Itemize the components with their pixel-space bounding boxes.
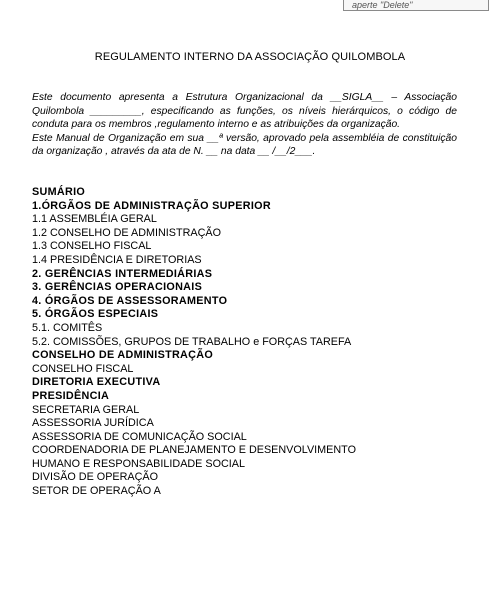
toc-item: 5.1. COMITÊS xyxy=(32,321,103,334)
toc-item: SETOR DE OPERAÇÃO A xyxy=(32,485,161,498)
toc-item: SUMÁRIO xyxy=(32,186,86,198)
toc-item: COORDENADORIA DE PLANEJAMENTO E DESENVOLVIMENTO xyxy=(32,444,356,457)
delete-hint-box: aperte "Delete" xyxy=(343,0,489,11)
toc-item: 1.3 CONSELHO FISCAL xyxy=(32,240,152,253)
toc-item: 1.4 PRESIDÊNCIA E DIRETORIAS xyxy=(32,253,202,266)
intro-text xyxy=(32,91,457,159)
intro-paragraph-1: Este documento apresenta a Estrutura Organizacional da __SIGLA__ – Associação Quilombola _________, especificando as funções, os níveis hierárquicos, o código de conduta para os membros ,regulamento interno e as atribuições da organização. xyxy=(32,92,457,130)
toc-item: 1.ÓRGÃOS DE ADMINISTRAÇÃO SUPERIOR xyxy=(32,199,271,212)
toc-item: ASSESSORIA JURÍDICA xyxy=(32,417,154,430)
toc-item: 5. ÓRGÃOS ESPECIAIS xyxy=(32,308,159,321)
toc-item: 2. GERÊNCIAS INTERMEDIÁRIAS xyxy=(32,267,213,280)
toc-item: 4. ÓRGÃOS DE ASSESSORAMENTO xyxy=(32,294,228,307)
toc-item: HUMANO E RESPONSABILIDADE SOCIAL xyxy=(32,457,245,470)
toc-item: 1.1 ASSEMBLÉIA GERAL xyxy=(32,213,157,226)
toc-item: PRESIDÊNCIA xyxy=(32,389,110,402)
toc-item: DIVISÃO DE OPERAÇÃO xyxy=(32,471,158,484)
toc-item: CONSELHO FISCAL xyxy=(32,362,134,375)
toc-item: ASSESSORIA DE COMUNICAÇÃO SOCIAL xyxy=(32,430,247,443)
document-title: REGULAMENTO INTERNO DA ASSOCIAÇÃO QUILOMBOLA xyxy=(94,51,406,63)
toc-item: SECRETARIA GERAL xyxy=(32,403,140,416)
table-of-contents xyxy=(32,186,472,499)
toc-item: DIRETORIA EXECUTIVA xyxy=(32,376,161,389)
toc-item: 5.2. COMISSÕES, GRUPOS DE TRABALHO e FORÇAS TAREFA xyxy=(32,335,352,348)
intro-paragraph-2: Este Manual de Organização em sua __ª versão, aprovado pela assembléia de constituição da organização , através da ata de N. __ na data __ /__/2___. xyxy=(32,132,457,157)
toc-item: CONSELHO DE ADMINISTRAÇÃO xyxy=(32,349,214,362)
toc-item: 1.2 CONSELHO DE ADMINISTRAÇÃO xyxy=(32,226,221,239)
toc-item: 3. GERÊNCIAS OPERACIONAIS xyxy=(32,281,203,294)
